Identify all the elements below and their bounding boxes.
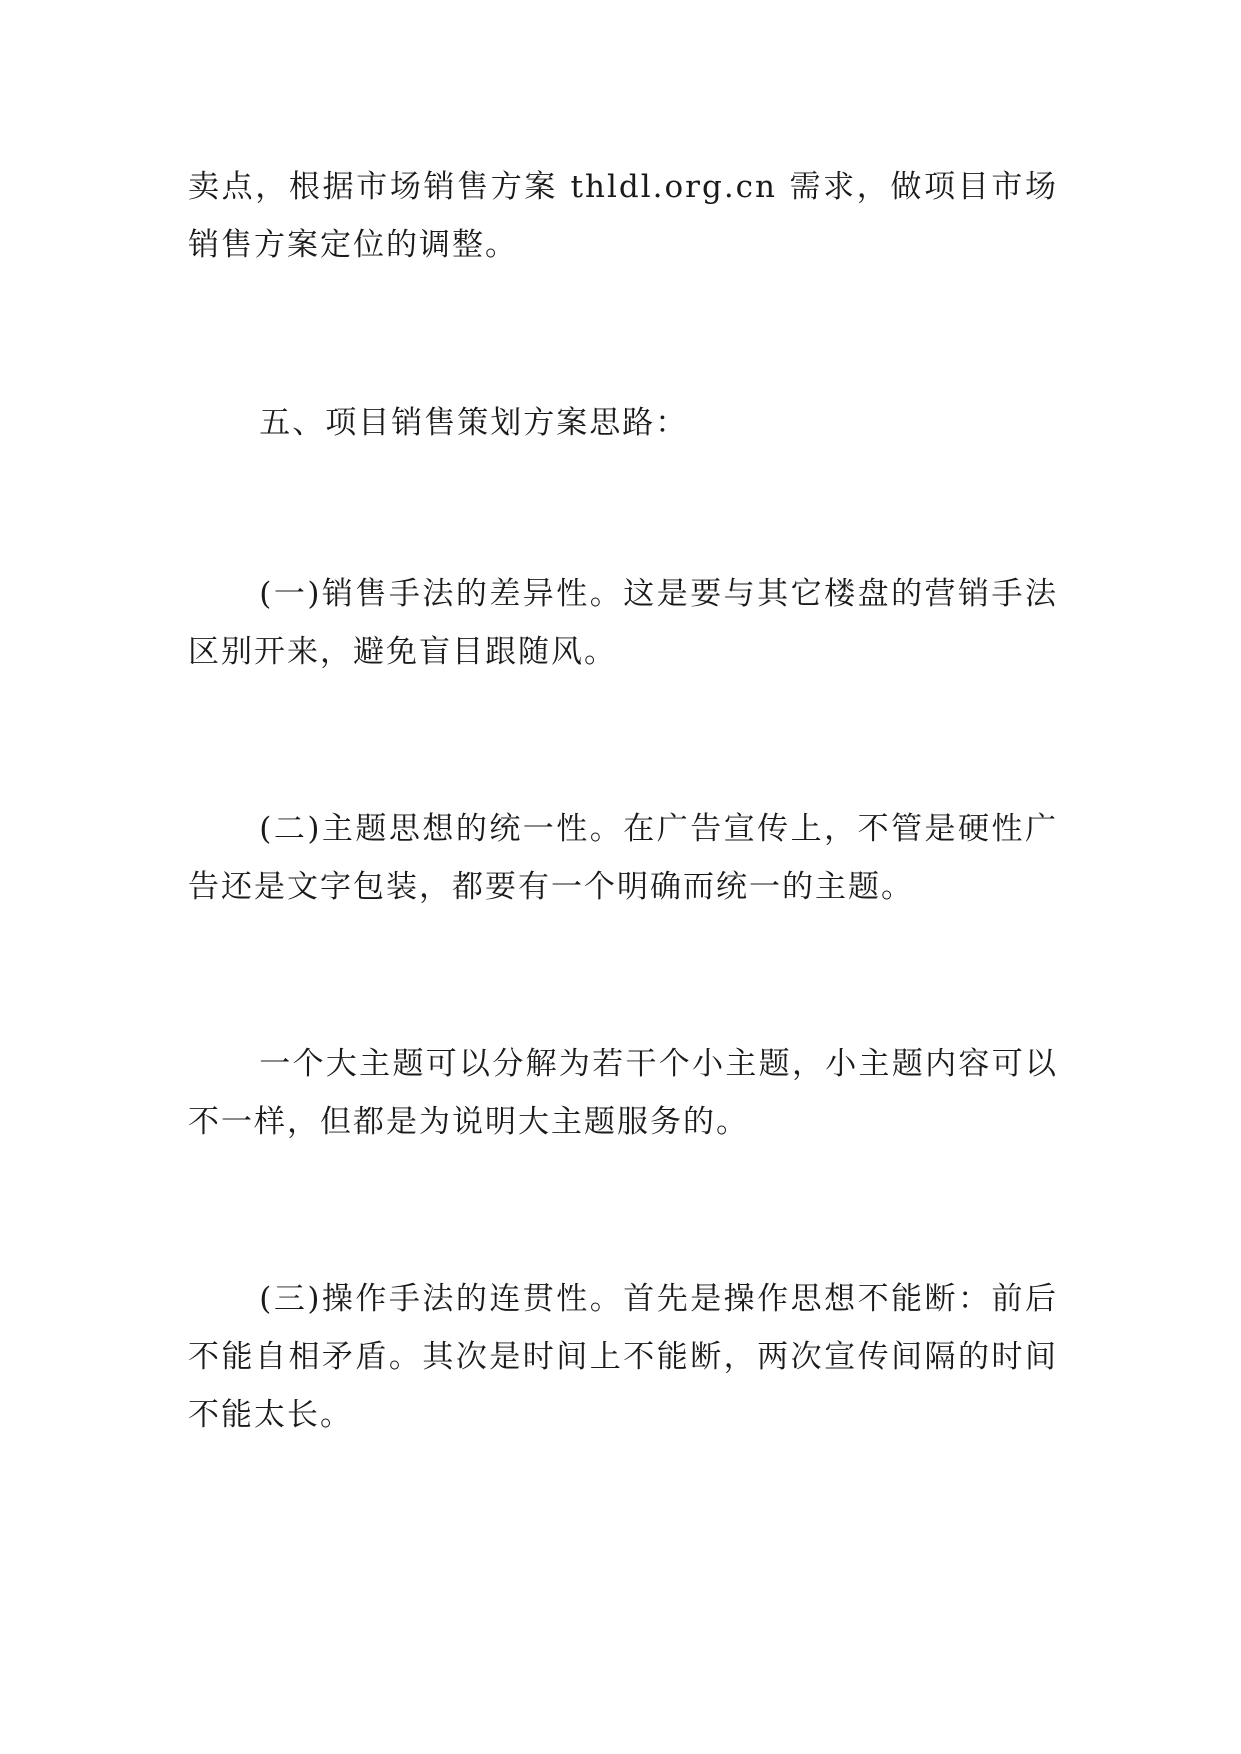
paragraph-continuation: 卖点，根据市场销售方案 thldl.org.cn 需求，做项目市场销售方案定位的调整。	[188, 169, 1058, 263]
paragraph-subtheme: 一个大主题可以分解为若干个小主题，小主题内容可以不一样，但都是为说明大主题服务的。	[188, 1046, 1058, 1140]
paragraph-item-2: (二)主题思想的统一性。在广告宣传上，不管是硬性广告还是文字包装，都要有一个明确而统一的主题。	[188, 811, 1058, 905]
section-heading: 五、项目销售策划方案思路：	[259, 405, 689, 441]
paragraph-item-3: (三)操作手法的连贯性。首先是操作思想不能断：前后不能自相矛盾。其次是时间上不能断，两次宣传间隔的时间不能太长。	[188, 1281, 1058, 1433]
paragraph-item-1: (一)销售手法的差异性。这是要与其它楼盘的营销手法区别开来，避免盲目跟随风。	[188, 576, 1058, 670]
